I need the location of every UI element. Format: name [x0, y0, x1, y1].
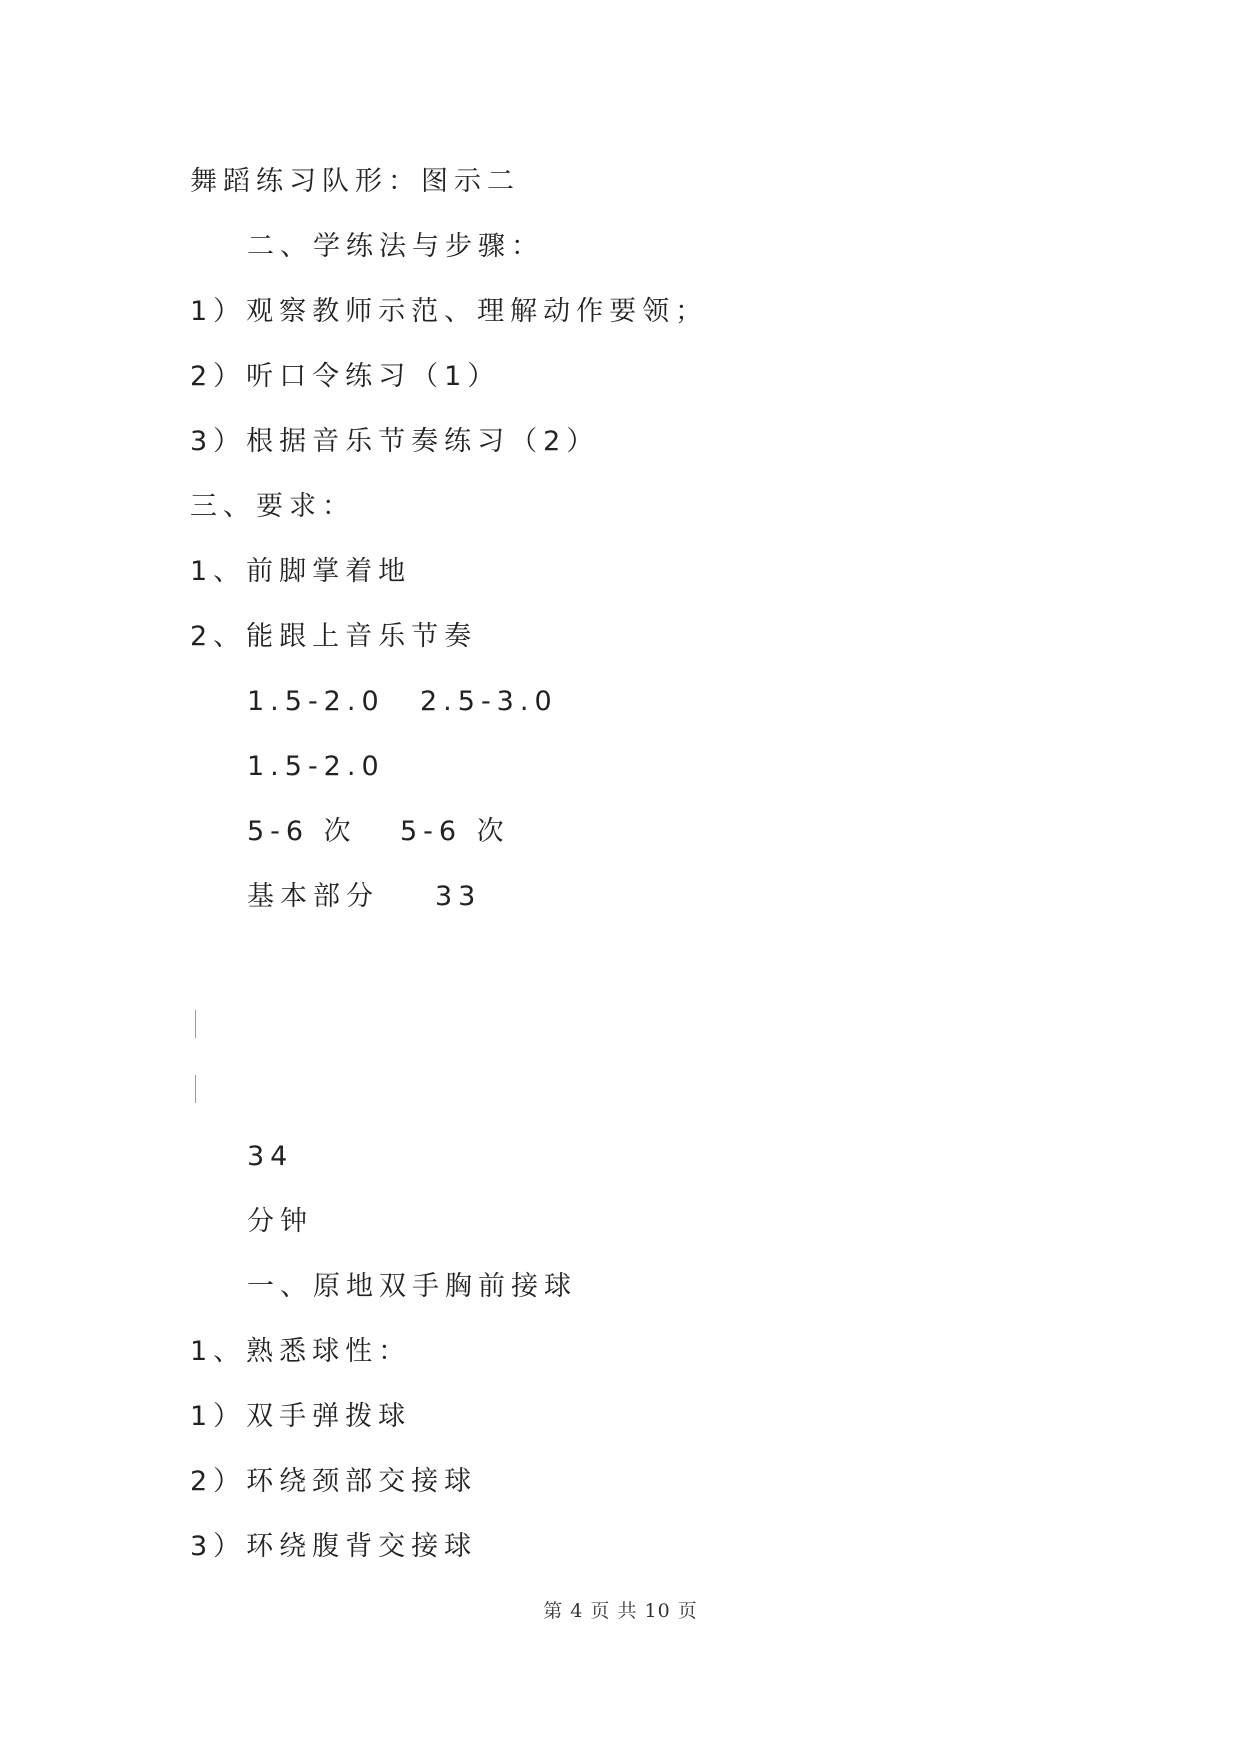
text-line: 2）听口令练习（1） — [190, 361, 501, 392]
text-line: 2、能跟上音乐节奏 — [190, 621, 478, 652]
text-line: 5-6 次 — [247, 816, 357, 847]
text-line: 33 — [435, 881, 482, 912]
vertical-divider — [195, 1075, 196, 1103]
text-line: 3）环绕腹背交接球 — [190, 1531, 478, 1562]
text-line: 1）双手弹拨球 — [190, 1401, 412, 1432]
text-line: 34 — [247, 1141, 294, 1172]
page-footer: 第 4 页 共 10 页 — [543, 1600, 698, 1622]
text-line: 2）环绕颈部交接球 — [190, 1466, 478, 1497]
text-line: 二、学练法与步骤： — [247, 231, 544, 262]
text-line: 3）根据音乐节奏练习（2） — [190, 426, 600, 457]
text-line: 1、前脚掌着地 — [190, 556, 412, 587]
text-line: 三、要求： — [190, 491, 355, 522]
text-line: 基本部分 — [247, 881, 379, 912]
text-line: 1）观察教师示范、理解动作要领； — [190, 296, 709, 327]
text-line: 舞蹈练习队形：图示二 — [190, 166, 520, 197]
text-line: 1.5-2.0 — [247, 751, 385, 782]
text-line: 2.5-3.0 — [420, 686, 558, 717]
text-line: 分钟 — [247, 1206, 313, 1237]
text-line: 5-6 次 — [400, 816, 510, 847]
text-line: 一、原地双手胸前接球 — [247, 1271, 577, 1302]
vertical-divider — [195, 1010, 196, 1038]
text-line: 1、熟悉球性： — [190, 1336, 412, 1367]
text-line: 1.5-2.0 — [247, 686, 385, 717]
